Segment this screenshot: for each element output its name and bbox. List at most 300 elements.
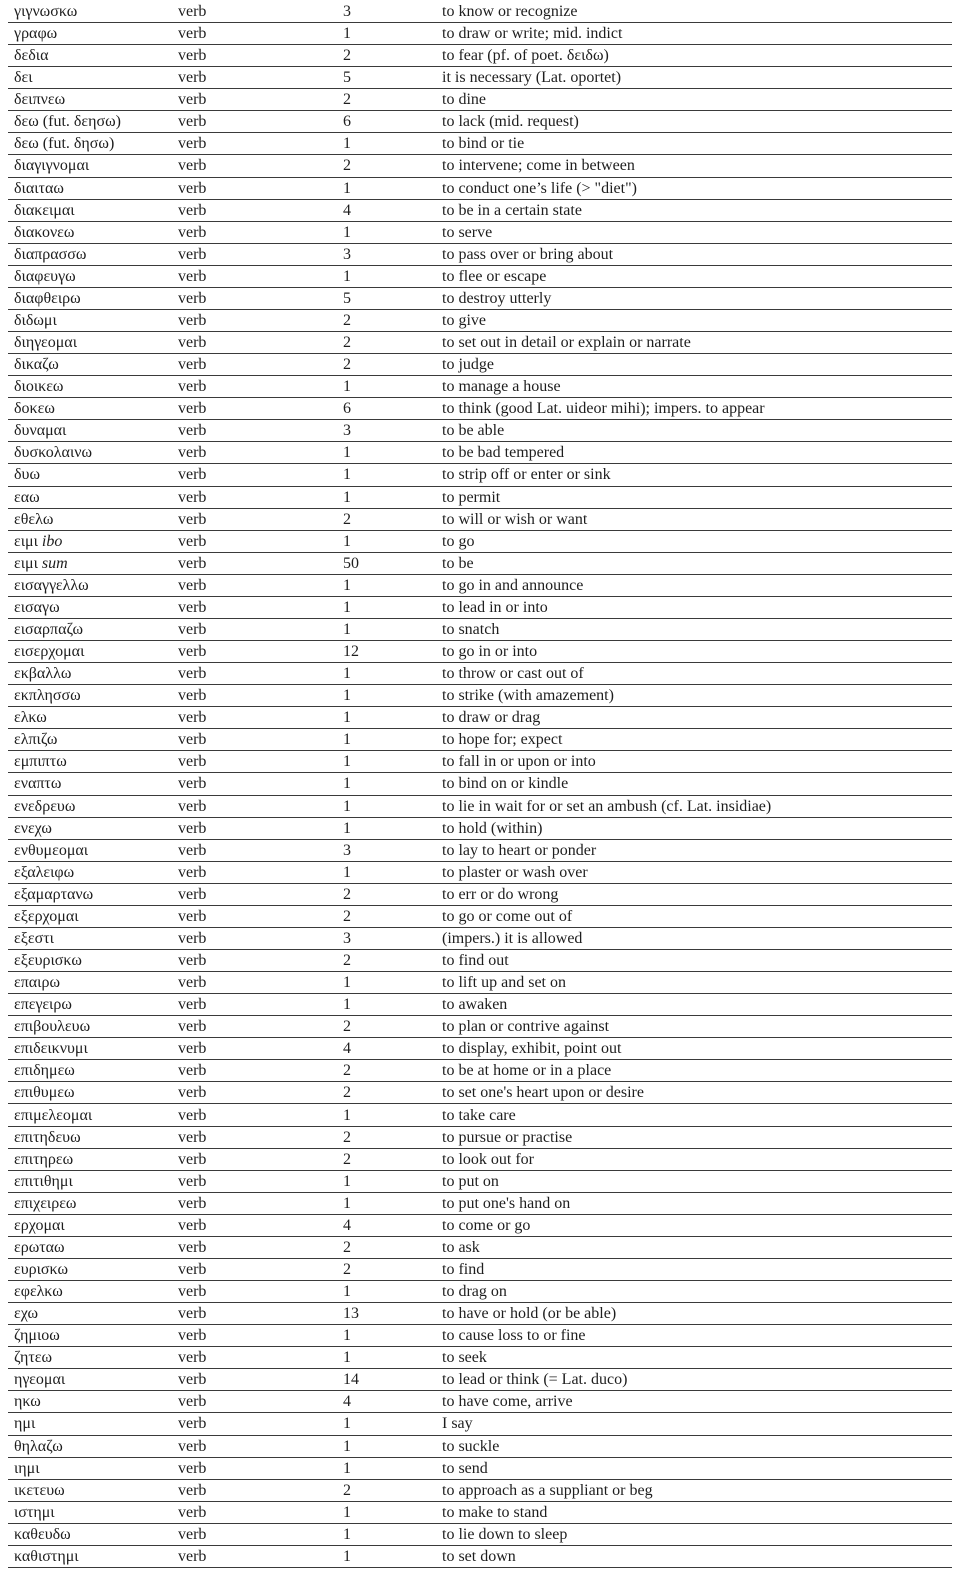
definition-cell: to set out in detail or explain or narrate: [442, 334, 691, 352]
part-of-speech-cell: verb: [178, 974, 207, 992]
part-of-speech-cell: verb: [178, 245, 207, 263]
table-row: [8, 1105, 952, 1127]
definition-cell: to find: [442, 1260, 485, 1278]
word-latin-gloss: sum: [41, 554, 68, 572]
part-of-speech-cell: verb: [178, 400, 207, 418]
definition-cell: to be able: [442, 422, 505, 440]
part-of-speech-cell: verb: [178, 841, 207, 859]
word-cell: [14, 597, 174, 618]
word-cell: [14, 1436, 174, 1457]
definition-cell: to send: [442, 1459, 488, 1477]
count-cell: 1: [343, 753, 351, 771]
definition-cell: to draw or drag: [442, 709, 541, 727]
part-of-speech-cell: verb: [178, 510, 207, 528]
word-cell: [14, 1149, 174, 1170]
word-text: επιτηδευω: [14, 1128, 81, 1146]
word-cell: [14, 1413, 174, 1434]
word-cell: [14, 45, 174, 66]
word-text: ενεδρευω: [14, 797, 76, 815]
word-text: ημι: [14, 1415, 36, 1433]
count-cell: 3: [343, 3, 351, 20]
count-cell: 2: [343, 952, 351, 969]
definition-cell: (impers.) it is allowed: [442, 929, 583, 947]
part-of-speech-cell: verb: [178, 356, 207, 374]
table-row: [8, 420, 952, 442]
word-text: επιθυμεω: [14, 1084, 75, 1102]
word-cell: [14, 332, 174, 353]
table-row: [8, 1391, 952, 1413]
word-cell: [14, 1369, 174, 1390]
word-text: εχω: [14, 1305, 38, 1323]
part-of-speech-cell: verb: [178, 753, 207, 771]
table-row: [8, 1325, 952, 1347]
definition-cell: to permit: [442, 488, 501, 506]
definition-cell: to take care: [442, 1106, 516, 1124]
definition-cell: to go or come out of: [442, 907, 573, 925]
word-cell: [14, 442, 174, 463]
count-cell: 1: [343, 819, 351, 837]
table-row: [8, 332, 952, 354]
word-cell: [14, 1524, 174, 1545]
count-cell: 1: [343, 620, 351, 638]
part-of-speech-cell: verb: [178, 1216, 207, 1234]
definition-cell: to come or go: [442, 1216, 531, 1234]
part-of-speech-cell: verb: [178, 709, 207, 727]
count-cell: 1: [343, 223, 351, 241]
word-latin-gloss: ibo: [41, 532, 63, 550]
part-of-speech-cell: verb: [178, 47, 207, 65]
word-cell: [14, 906, 174, 927]
table-row: [8, 1436, 952, 1458]
table-row: [8, 487, 952, 509]
word-text: εξεστι: [14, 929, 54, 947]
part-of-speech-cell: verb: [178, 378, 207, 396]
count-cell: 1: [343, 576, 351, 594]
definition-cell: to err or do wrong: [442, 885, 559, 903]
word-cell: [14, 376, 174, 397]
word-cell: [14, 928, 174, 949]
count-cell: 6: [343, 113, 351, 131]
word-cell: [14, 972, 174, 993]
definition-cell: to give: [442, 311, 486, 329]
table-row: [8, 133, 952, 155]
word-text: εξαλειφω: [14, 863, 75, 881]
table-row: [8, 1524, 952, 1546]
table-row: [8, 796, 952, 818]
part-of-speech-cell: verb: [178, 444, 207, 462]
part-of-speech-cell: verb: [178, 643, 207, 661]
count-cell: 6: [343, 400, 351, 418]
definition-cell: to fall in or upon or into: [442, 753, 596, 771]
part-of-speech-cell: verb: [178, 598, 207, 616]
count-cell: 2: [343, 1018, 351, 1036]
definition-cell: to bind or tie: [442, 135, 525, 153]
part-of-speech-cell: verb: [178, 1172, 207, 1190]
part-of-speech-cell: verb: [178, 422, 207, 440]
word-cell: [14, 553, 174, 574]
word-text: ζημιοω: [14, 1327, 60, 1345]
word-text: εξαμαρτανω: [14, 885, 94, 903]
word-text: ηγεομαι: [14, 1371, 66, 1389]
count-cell: 4: [343, 1393, 351, 1411]
word-text: εισαγγελλω: [14, 576, 89, 594]
table-row: [8, 1171, 952, 1193]
word-cell: [14, 1502, 174, 1523]
part-of-speech-cell: verb: [178, 1547, 207, 1565]
definition-cell: to have or hold (or be able): [442, 1305, 617, 1323]
word-text: ικετευω: [14, 1481, 65, 1499]
part-of-speech-cell: verb: [178, 885, 207, 903]
word-cell: [14, 1303, 174, 1324]
part-of-speech-cell: verb: [178, 488, 207, 506]
definition-cell: to lie down to sleep: [442, 1525, 568, 1543]
count-cell: 14: [343, 1371, 359, 1389]
word-text: ειμι: [14, 532, 38, 550]
definition-cell: to judge: [442, 356, 494, 374]
word-cell: [14, 862, 174, 883]
count-cell: 2: [343, 1084, 351, 1102]
word-text: ενεχω: [14, 819, 52, 837]
definition-cell: to suckle: [442, 1437, 500, 1455]
word-cell: [14, 133, 174, 154]
count-cell: 1: [343, 775, 351, 793]
word-cell: [14, 751, 174, 772]
definition-cell: to make to stand: [442, 1503, 548, 1521]
table-row: [8, 89, 952, 111]
word-text: διηγεομαι: [14, 334, 77, 352]
word-text: διαφθειρω: [14, 289, 81, 307]
table-row: [8, 619, 952, 641]
part-of-speech-cell: verb: [178, 1371, 207, 1389]
count-cell: 1: [343, 731, 351, 749]
word-cell: [14, 23, 174, 44]
table-row: [8, 178, 952, 200]
part-of-speech-cell: verb: [178, 1393, 207, 1411]
count-cell: 2: [343, 1238, 351, 1256]
part-of-speech-cell: verb: [178, 289, 207, 307]
definition-cell: to pursue or practise: [442, 1128, 573, 1146]
word-text: διαιταω: [14, 179, 64, 197]
word-text: δυω: [14, 466, 40, 484]
count-cell: 2: [343, 311, 351, 329]
table-row: [8, 1259, 952, 1281]
part-of-speech-cell: verb: [178, 532, 207, 550]
count-cell: 1: [343, 1194, 351, 1212]
part-of-speech-cell: verb: [178, 775, 207, 793]
word-cell: [14, 1, 174, 22]
part-of-speech-cell: verb: [178, 69, 207, 87]
count-cell: 2: [343, 91, 351, 109]
definition-cell: to put on: [442, 1172, 499, 1190]
table-row: [8, 442, 952, 464]
count-cell: 5: [343, 69, 351, 87]
word-cell: [14, 1237, 174, 1258]
count-cell: 2: [343, 1062, 351, 1080]
word-cell: [14, 796, 174, 817]
table-row: [8, 531, 952, 553]
definition-cell: to cause loss to or fine: [442, 1327, 586, 1345]
definition-cell: to be at home or in a place: [442, 1062, 612, 1080]
definition-cell: to dine: [442, 91, 486, 109]
word-text: διδωμι: [14, 311, 57, 329]
word-cell: [14, 420, 174, 441]
count-cell: 1: [343, 687, 351, 705]
word-text: ηκω: [14, 1393, 41, 1411]
table-row: [8, 1, 952, 23]
word-cell: [14, 707, 174, 728]
count-cell: 1: [343, 267, 351, 285]
part-of-speech-cell: verb: [178, 929, 207, 947]
part-of-speech-cell: verb: [178, 201, 207, 219]
definition-cell: it is necessary (Lat. oportet): [442, 69, 622, 87]
count-cell: 2: [343, 157, 351, 175]
table-row: [8, 244, 952, 266]
definition-cell: to be bad tempered: [442, 444, 565, 462]
word-text: γιγνωσκω: [14, 3, 78, 20]
word-text: εισαρπαζω: [14, 620, 84, 638]
part-of-speech-cell: verb: [178, 952, 207, 969]
definition-cell: to be: [442, 554, 474, 572]
word-cell: [14, 200, 174, 221]
definition-cell: to hope for; expect: [442, 731, 563, 749]
part-of-speech-cell: verb: [178, 576, 207, 594]
word-text: επιδημεω: [14, 1062, 75, 1080]
count-cell: 1: [343, 532, 351, 550]
table-row: [8, 1038, 952, 1060]
count-cell: 3: [343, 245, 351, 263]
count-cell: 3: [343, 422, 351, 440]
word-text: εκπλησσω: [14, 687, 81, 705]
part-of-speech-cell: verb: [178, 1327, 207, 1345]
word-cell: [14, 1193, 174, 1214]
definition-cell: to go: [442, 532, 475, 550]
definition-cell: to have come, arrive: [442, 1393, 573, 1411]
count-cell: 1: [343, 179, 351, 197]
word-text: εαω: [14, 488, 40, 506]
count-cell: 1: [343, 709, 351, 727]
definition-cell: to serve: [442, 223, 493, 241]
table-row: [8, 354, 952, 376]
word-cell: [14, 729, 174, 750]
word-cell: [14, 663, 174, 684]
definition-cell: to look out for: [442, 1150, 534, 1168]
word-cell: [14, 575, 174, 596]
word-cell: [14, 773, 174, 794]
definition-cell: to lead in or into: [442, 598, 548, 616]
part-of-speech-cell: verb: [178, 1481, 207, 1499]
word-cell: [14, 1082, 174, 1103]
count-cell: 1: [343, 1525, 351, 1543]
definition-cell: to approach as a suppliant or beg: [442, 1481, 653, 1499]
table-row: [8, 1193, 952, 1215]
definition-cell: to lead or think (= Lat. duco): [442, 1371, 628, 1389]
word-text: δυναμαι: [14, 422, 67, 440]
count-cell: 1: [343, 1503, 351, 1521]
count-cell: 1: [343, 1459, 351, 1477]
word-cell: [14, 641, 174, 662]
table-row: [8, 200, 952, 222]
word-cell: [14, 1391, 174, 1412]
word-text: εξευρισκω: [14, 952, 82, 969]
definition-cell: to find out: [442, 952, 509, 969]
definition-cell: I say: [442, 1415, 473, 1433]
part-of-speech-cell: verb: [178, 1349, 207, 1367]
table-row: [8, 1502, 952, 1524]
table-row: [8, 376, 952, 398]
count-cell: 1: [343, 1106, 351, 1124]
count-cell: 1: [343, 1415, 351, 1433]
definition-cell: to manage a house: [442, 378, 561, 396]
word-text: επιβουλευω: [14, 1018, 91, 1036]
count-cell: 2: [343, 47, 351, 65]
word-cell: [14, 1347, 174, 1368]
table-row: [8, 597, 952, 619]
count-cell: 2: [343, 510, 351, 528]
definition-cell: to set one's heart upon or desire: [442, 1084, 644, 1102]
word-text: διαπρασσω: [14, 245, 87, 263]
table-row: [8, 553, 952, 575]
word-text: εναπτω: [14, 775, 62, 793]
word-cell: [14, 111, 174, 132]
word-cell: [14, 685, 174, 706]
count-cell: 1: [343, 444, 351, 462]
definition-cell: to pass over or bring about: [442, 245, 614, 263]
part-of-speech-cell: verb: [178, 554, 207, 572]
definition-cell: to drag on: [442, 1283, 507, 1301]
table-row: [8, 266, 952, 288]
word-text: επιτηρεω: [14, 1150, 74, 1168]
count-cell: 1: [343, 974, 351, 992]
word-cell: [14, 531, 174, 552]
table-row: [8, 1149, 952, 1171]
word-cell: [14, 1038, 174, 1059]
count-cell: 13: [343, 1305, 359, 1323]
table-row: [8, 1060, 952, 1082]
part-of-speech-cell: verb: [178, 665, 207, 683]
word-cell: [14, 1016, 174, 1037]
part-of-speech-cell: verb: [178, 25, 207, 43]
part-of-speech-cell: verb: [178, 311, 207, 329]
table-row: [8, 155, 952, 177]
part-of-speech-cell: verb: [178, 1305, 207, 1323]
table-row: [8, 1546, 952, 1568]
word-cell: [14, 1480, 174, 1501]
part-of-speech-cell: verb: [178, 179, 207, 197]
count-cell: 1: [343, 1327, 351, 1345]
word-text: ζητεω: [14, 1349, 53, 1367]
count-cell: 1: [343, 996, 351, 1014]
word-cell: [14, 884, 174, 905]
definition-cell: to awaken: [442, 996, 508, 1014]
table-row: [8, 45, 952, 67]
count-cell: 1: [343, 1547, 351, 1565]
table-row: [8, 23, 952, 45]
word-text: δοκεω: [14, 400, 55, 418]
definition-cell: to strip off or enter or sink: [442, 466, 611, 484]
word-text: εξερχομαι: [14, 907, 79, 925]
table-row: [8, 972, 952, 994]
count-cell: 50: [343, 554, 359, 572]
part-of-speech-cell: verb: [178, 1459, 207, 1477]
count-cell: 1: [343, 598, 351, 616]
table-row: [8, 641, 952, 663]
word-text: διακονεω: [14, 223, 75, 241]
word-text: επιτιθημι: [14, 1172, 73, 1190]
definition-cell: to flee or escape: [442, 267, 547, 285]
count-cell: 2: [343, 334, 351, 352]
table-row: [8, 751, 952, 773]
word-text: επεγειρω: [14, 996, 72, 1014]
part-of-speech-cell: verb: [178, 1040, 207, 1058]
word-text: ευρισκω: [14, 1260, 69, 1278]
word-text: διακειμαι: [14, 201, 75, 219]
table-row: [8, 818, 952, 840]
word-text: καθευδω: [14, 1525, 71, 1543]
count-cell: 1: [343, 797, 351, 815]
part-of-speech-cell: verb: [178, 91, 207, 109]
table-row: [8, 884, 952, 906]
word-cell: [14, 1105, 174, 1126]
definition-cell: to ask: [442, 1238, 480, 1256]
count-cell: 1: [343, 1349, 351, 1367]
word-cell: [14, 354, 174, 375]
word-text: ερωταω: [14, 1238, 65, 1256]
part-of-speech-cell: verb: [178, 863, 207, 881]
count-cell: 1: [343, 466, 351, 484]
word-text: εμπιπτω: [14, 753, 67, 771]
count-cell: 2: [343, 1260, 351, 1278]
table-row: [8, 1215, 952, 1237]
part-of-speech-cell: verb: [178, 1150, 207, 1168]
part-of-speech-cell: verb: [178, 996, 207, 1014]
word-text: ελπιζω: [14, 731, 58, 749]
definition-cell: to plan or contrive against: [442, 1018, 610, 1036]
definition-cell: to lie in wait for or set an ambush (cf. Lat. insidiae): [442, 797, 772, 815]
word-cell: [14, 1325, 174, 1346]
count-cell: 4: [343, 1216, 351, 1234]
word-cell: [14, 244, 174, 265]
count-cell: 4: [343, 1040, 351, 1058]
part-of-speech-cell: verb: [178, 1084, 207, 1102]
definition-cell: to intervene; come in between: [442, 157, 635, 175]
table-row: [8, 1016, 952, 1038]
word-cell: [14, 89, 174, 110]
part-of-speech-cell: verb: [178, 819, 207, 837]
part-of-speech-cell: verb: [178, 1018, 207, 1036]
part-of-speech-cell: verb: [178, 1525, 207, 1543]
part-of-speech-cell: verb: [178, 135, 207, 153]
count-cell: 1: [343, 1437, 351, 1455]
table-row: [8, 840, 952, 862]
definition-cell: to put one's hand on: [442, 1194, 571, 1212]
word-cell: [14, 155, 174, 176]
table-row: [8, 685, 952, 707]
word-text: διοικεω: [14, 378, 64, 396]
count-cell: 12: [343, 643, 359, 661]
count-cell: 1: [343, 135, 351, 153]
part-of-speech-cell: verb: [178, 466, 207, 484]
part-of-speech-cell: verb: [178, 1062, 207, 1080]
table-row: [8, 464, 952, 486]
count-cell: 1: [343, 1283, 351, 1301]
part-of-speech-cell: verb: [178, 113, 207, 131]
part-of-speech-cell: verb: [178, 1194, 207, 1212]
count-cell: 3: [343, 929, 351, 947]
word-text: ιημι: [14, 1459, 40, 1477]
definition-cell: to destroy utterly: [442, 289, 552, 307]
word-cell: [14, 266, 174, 287]
word-cell: [14, 288, 174, 309]
